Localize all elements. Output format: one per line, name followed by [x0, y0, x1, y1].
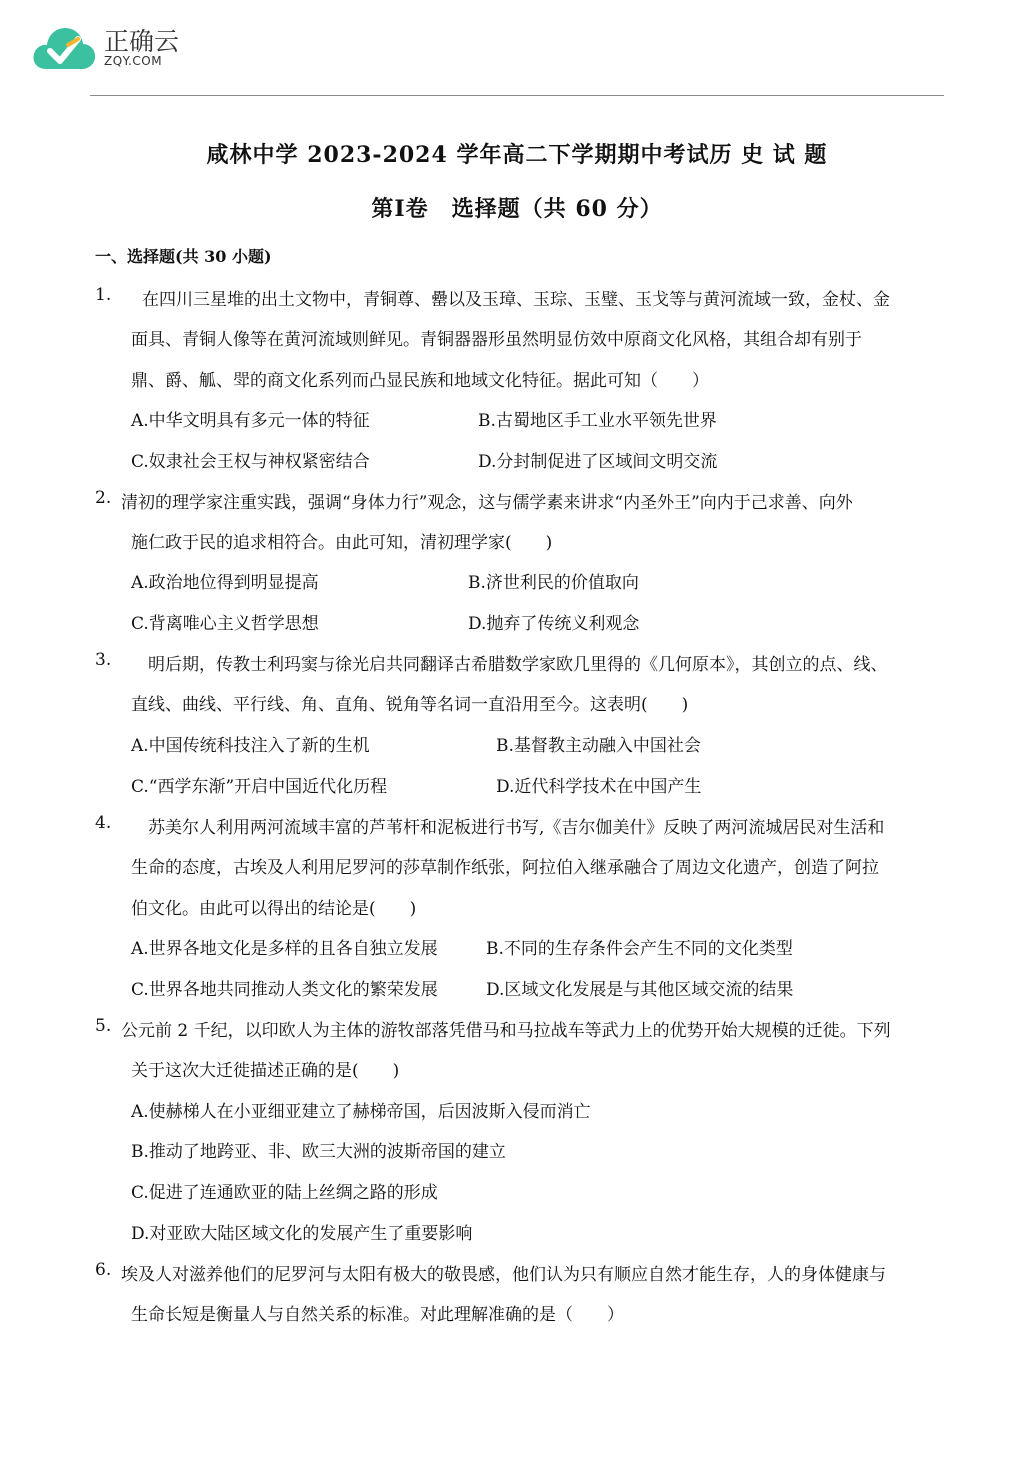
- question-5-option-b[interactable]: B.推动了地跨亚、非、欧三大洲的波斯帝国的建立: [131, 1142, 506, 1162]
- brand-name: 正确云: [104, 26, 180, 56]
- question-6-line-2: 生命长短是衡量人与自然关系的标准。对此理解准确的是（ ）: [131, 1305, 624, 1325]
- question-3-number: 3.: [95, 650, 112, 670]
- brand-logo: [30, 20, 179, 76]
- question-5-option-a[interactable]: A.使赫梯人在小亚细亚建立了赫梯帝国，后因波斯入侵而消亡: [131, 1102, 591, 1122]
- question-4-line-3: 伯文化。由此可以得出的结论是( ): [131, 899, 417, 919]
- question-6-line-1: 埃及人对滋养他们的尼罗河与太阳有极大的敬畏感，他们认为只有顺应自然才能生存，人的身体健康与: [121, 1265, 886, 1285]
- question-4-option-a[interactable]: A.世界各地文化是多样的且各自独立发展: [131, 939, 438, 959]
- question-2-option-c[interactable]: C.背离唯心主义哲学思想: [131, 614, 319, 634]
- question-2-option-b[interactable]: B.济世利民的价值取向: [468, 573, 639, 593]
- question-1-option-b[interactable]: B.古蜀地区手工业水平领先世界: [478, 411, 717, 431]
- question-1-option-d[interactable]: D.分封制促进了区域间文明交流: [478, 452, 718, 472]
- header-divider: [90, 95, 944, 96]
- question-4-number: 4.: [95, 813, 112, 833]
- question-1-line-1: 在四川三星堆的出土文物中，青铜尊、罍以及玉璋、玉琮、玉璧、玉戈等与黄河流域一致，金杖、金: [142, 290, 890, 310]
- question-2-option-a[interactable]: A.政治地位得到明显提高: [131, 573, 319, 593]
- question-5-option-c[interactable]: C.促进了连通欧亚的陆上丝绸之路的形成: [131, 1183, 438, 1203]
- question-4-option-b[interactable]: B.不同的生存条件会产生不同的文化类型: [486, 939, 793, 959]
- question-4-option-d[interactable]: D.区域文化发展是与其他区域交流的结果: [486, 980, 794, 1000]
- question-1-line-3: 鼎、爵、觚、斝的商文化系列而凸显民族和地域文化特征。据此可知（ ）: [131, 371, 709, 391]
- question-2-option-d[interactable]: D.抛弃了传统义利观念: [468, 614, 640, 634]
- question-4-option-c[interactable]: C.世界各地共同推动人类文化的繁荣发展: [131, 980, 438, 1000]
- brand-url: ZQY.COM: [104, 53, 163, 68]
- exam-title: 咸林中学 2023-2024 学年高二下学期期中考试历 史 试 题: [206, 142, 828, 168]
- question-3-line-1: 明后期，传教士利玛窦与徐光启共同翻译古希腊数学家欧几里得的《几何原本》，其创立的点、线、: [148, 655, 888, 675]
- question-4-line-1: 苏美尔人利用两河流域丰富的芦苇杆和泥板进行书写,《吉尔伽美什》反映了两河流城居民对生活和: [148, 818, 885, 838]
- question-4-line-2: 生命的态度，古埃及人利用尼罗河的莎草制作纸张，阿拉伯入继承融合了周边文化遗产，创造了阿拉: [131, 858, 879, 878]
- question-1-line-2: 面具、青铜人像等在黄河流域则鲜见。青铜器器形虽然明显仿效中原商文化风格，其组合却有别于: [131, 330, 862, 350]
- question-5-line-2: 关于这次大迁徙描述正确的是( ): [131, 1061, 400, 1081]
- question-5-number: 5.: [95, 1016, 112, 1036]
- question-5-option-d[interactable]: D.对亚欧大陆区域文化的发展产生了重要影响: [131, 1224, 473, 1244]
- question-3-line-2: 直线、曲线、平行线、角、直角、锐角等名词一直沿用至今。这表明( ): [131, 695, 689, 715]
- question-6-number: 6.: [95, 1260, 112, 1280]
- question-1-option-c[interactable]: C.奴隶社会王权与神权紧密结合: [131, 452, 370, 472]
- cloud-check-icon: [30, 23, 98, 73]
- question-3-option-c[interactable]: C.“西学东渐”开启中国近代化历程: [131, 777, 388, 797]
- question-3-option-a[interactable]: A.中国传统科技注入了新的生机: [131, 736, 370, 756]
- exam-subtitle: 第Ⅰ卷 选择题（共 60 分）: [371, 196, 663, 222]
- question-3-option-b[interactable]: B.基督教主动融入中国社会: [496, 736, 701, 756]
- question-1-option-a[interactable]: A.中华文明具有多元一体的特征: [131, 411, 370, 431]
- question-1-number: 1.: [95, 285, 112, 305]
- question-3-option-d[interactable]: D.近代科学技术在中国产生: [496, 777, 702, 797]
- question-2-line-2: 施仁政于民的追求相符合。由此可知，清初理学家( ): [131, 533, 553, 553]
- section-heading: 一、选择题(共 30 小题): [95, 247, 272, 266]
- question-2-line-1: 清初的理学家注重实践，强调“身体力行”观念，这与儒学素来讲求“内圣外王”向内于己求善、向外: [121, 493, 853, 513]
- question-2-number: 2.: [95, 488, 112, 508]
- question-5-line-1: 公元前 2 千纪，以印欧人为主体的游牧部落凭借马和马拉战车等武力上的优势开始大规模的迁徙。下列: [121, 1021, 891, 1041]
